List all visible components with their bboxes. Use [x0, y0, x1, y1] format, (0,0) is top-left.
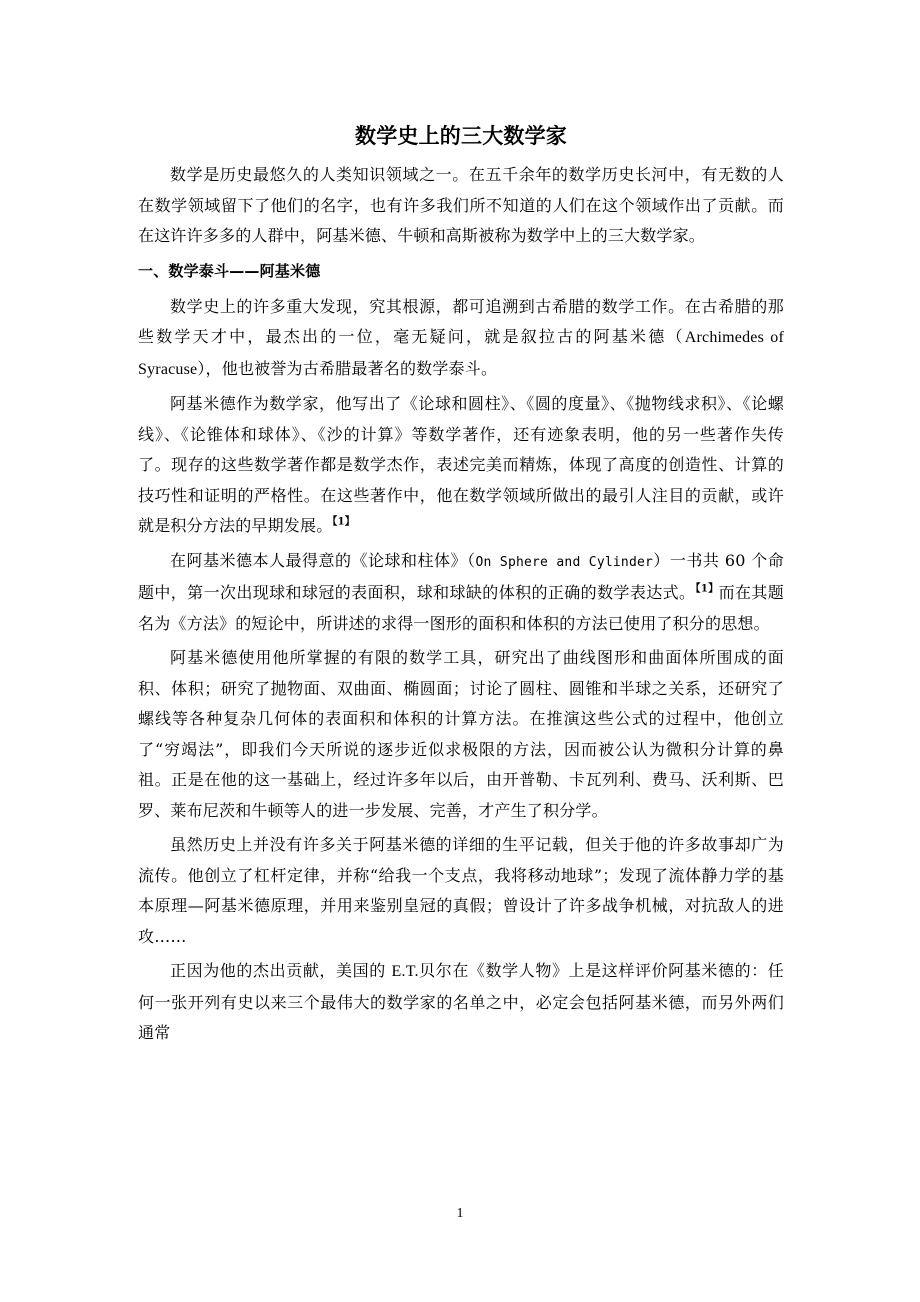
- paragraph-evaluation: [138, 956, 784, 1049]
- latin-title: On Sphere and Cylinder: [475, 554, 654, 570]
- paragraph-exhaustion: 阿基米德使用他所掌握的有限的数学工具，研究出了曲线图形和曲面体所围成的面积、体积；研究了抛物面、双曲面、椭圆面；讨论了圆柱、圆锥和半球之关系，还研究了螺线等各种复杂几何体的表面积和体积的计算方法。在推演这些公式的过程中，他创立了“穷竭法”，即我们今天所说的逐步近似求极限的方法，因而被公认为微积分计算的鼻祖。正是在他的这一基础上，经过许多年以后，由开普勒、卡瓦列利、费马、沃利斯、巴罗、莱布尼茨和牛顿等人的进一步发展、完善，才产生了积分学。: [138, 648, 784, 820]
- paragraph-works: [138, 389, 784, 542]
- citation-ref: 【1】: [332, 516, 355, 528]
- paragraph-stories: 虽然历史上并没有许多关于阿基米德的详细的生平记载，但关于他的许多故事却广为流传。他创立了杠杆定律，并称“给我一个支点，我将移动地球”；发现了流体静力学的基本原理—阿基米德原理，并用来鉴别皇冠的真假；曾设计了许多战争机械，对抗敌人的进攻……: [138, 835, 784, 946]
- document-body: [138, 118, 784, 1053]
- paragraph-text: ）一书共 60 个命题中，第一次出现球和球冠的表面积，球和球缺的体积的正确的数学表达式。: [138, 550, 784, 602]
- latin-name: Archimedes of Syracuse: [138, 329, 784, 378]
- page-number: 1: [456, 1206, 464, 1221]
- intro-paragraph: 数学是历史最悠久的人类知识领域之一。在五千余年的数学历史长河中，有无数的人在数学领域留下了他们的名字，也有许多我们所不知道的人们在这个领域作出了贡献。而在这许许多多的人群中，阿基米德、牛顿和高斯被称为数学中上的三大数学家。: [138, 165, 784, 245]
- paragraph-text: 正因为他的杰出贡献，美国的: [170, 961, 392, 980]
- citation-ref: 【1】: [695, 583, 719, 595]
- paragraph-sphere-cylinder: [138, 546, 784, 640]
- paragraph-text: 阿基米德作为数学家，他写出了《论球和圆柱》、《圆的度量》、《抛物线求积》、《论螺线》、《论锥体和球体》、《沙的计算》等数学著作，还有迹象表明，他的另一些著作失传了。现存的这些数学著作都是数学杰作，表述完美而精炼，体现了高度的创造性、计算的技巧性和证明的严格性。在这些著作中，他在数学领域所做出的最引人注目的贡献，或许就是积分方法的早期发展。: [138, 394, 784, 535]
- section-heading: 一、数学泰斗——阿基米德: [138, 261, 321, 280]
- paragraph-text: 数学史上的许多重大发现，究其根源，都可追溯到古希腊的数学工作。在古希腊的那些数学天才中，最杰出的一位，毫无疑问，就是叙拉古的阿基米德（: [138, 296, 784, 346]
- paragraph-text: 在阿基米德本人最得意的《论球和柱体》（: [170, 550, 476, 570]
- paragraph-text: 而在其题名为《方法》的短论中，所讲述的求得一图形的面积和体积的方法已使用了积分的思想。: [138, 583, 784, 633]
- paragraph-text: 贝尔在《数学人物》上是这样评价阿基米德的：任何一张开列有史以来三个最伟大的数学家的名单之中，必定会包括阿基米德，而另外两们通常: [138, 961, 784, 1042]
- paragraph-origins: [138, 292, 784, 386]
- latin-name: E.T.: [391, 963, 419, 980]
- document-title: 数学史上的三大数学家: [355, 124, 567, 148]
- paragraph-text: ），他也被誉为古希腊最著名的数学泰斗。: [197, 358, 498, 378]
